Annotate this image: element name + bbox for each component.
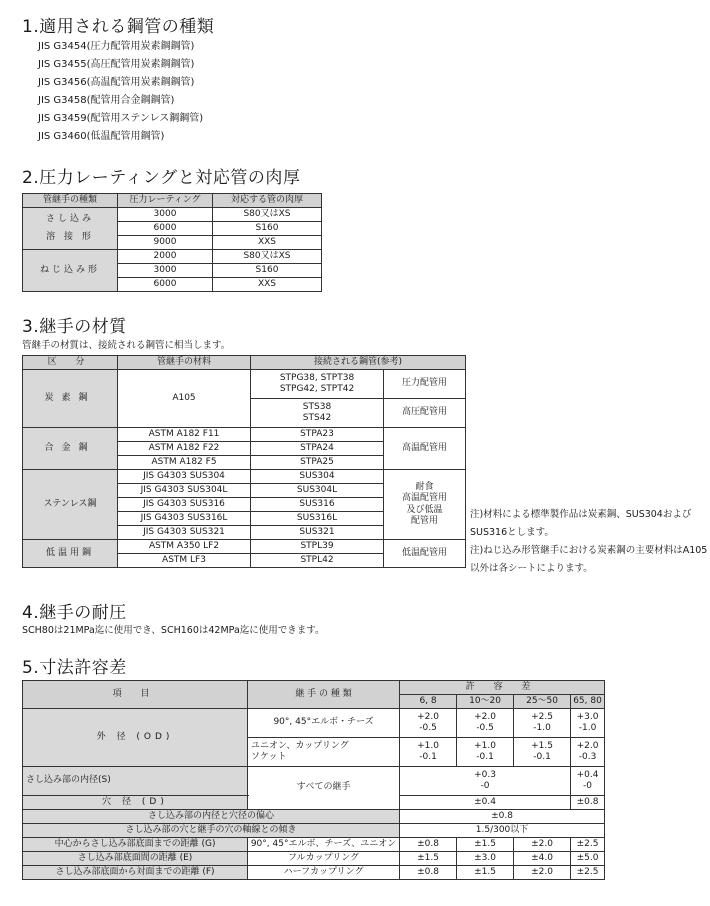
col-header: 管継手の種類 — [23, 194, 118, 208]
table-cell: SUS304L — [251, 484, 384, 498]
table-cell: フルカップリング — [248, 852, 400, 866]
section-3-title: 3.継手の材質 — [22, 317, 127, 337]
table-cell: ±2.5 — [571, 866, 605, 880]
table-cell: JIS G4303 SUS316L — [118, 512, 251, 526]
table-cell: 耐食 高温配管用 及び低温 配管用 — [384, 470, 466, 540]
table-cell: +2.5 -1.0 — [514, 709, 571, 738]
table-cell: ±5.0 — [571, 852, 605, 866]
row-label: 外 径 (OD) — [23, 709, 248, 767]
table-cell: ASTM A350 LF2 — [118, 540, 251, 554]
col-header: 項 目 — [23, 681, 248, 709]
table-cell: ハーフカップリング — [248, 866, 400, 880]
table-cell: STPL39 — [251, 540, 384, 554]
table-cell: 90°, 45°エルボ・チーズ — [248, 709, 400, 738]
pressure-text: SCH80は21MPa迄に使用でき、SCH160は42MPa迄に使用できます。 — [22, 625, 325, 636]
col-header: 許 容 差 — [400, 681, 605, 695]
table-cell: 高圧配管用 — [384, 399, 466, 428]
fitting-type-cell: さし込み 溶 接 形 — [23, 208, 118, 250]
table-cell: 90°, 45°エルボ、チーズ、ユニオン — [248, 838, 400, 852]
category-cell: 低温用鋼 — [23, 540, 118, 568]
table-cell: ±3.0 — [457, 852, 514, 866]
table-cell: +2.0 -0.5 — [400, 709, 457, 738]
table-cell: XXS — [213, 278, 322, 292]
material-notes — [470, 506, 708, 578]
table-cell: +0.3 -0 — [400, 767, 571, 796]
table-cell: XXS — [213, 236, 322, 250]
section-1-title: 1.適用される鋼管の種類 — [22, 17, 215, 37]
table-cell: ±0.8 — [400, 810, 605, 824]
list-item: JIS G3454(圧力配管用炭素鋼鋼管) — [38, 41, 195, 52]
note-text: 注)材料による標準製作品は炭素鋼、SUS304およびSUS316とします。 — [470, 509, 692, 538]
table-cell: ASTM A182 F5 — [118, 456, 251, 470]
list-item: JIS G3458(配管用合金鋼鋼管) — [38, 95, 175, 106]
table-cell: 3000 — [118, 264, 213, 278]
table-cell: ±0.8 — [571, 796, 605, 810]
table-cell: ±1.5 — [400, 852, 457, 866]
table-cell: 3000 — [118, 208, 213, 222]
table-cell: ±1.5 — [457, 866, 514, 880]
table-cell: ASTM A182 F22 — [118, 442, 251, 456]
table-cell: 2000 — [118, 250, 213, 264]
col-header: 継 手 の 種 類 — [248, 681, 400, 709]
col-header: 接続される鋼管(参考) — [251, 356, 466, 370]
col-header: 区 分 — [23, 356, 118, 370]
row-label: さし込み部底面から対面までの距離 (F) — [23, 866, 248, 880]
section-2-title: 2.圧力レーティングと対応管の肉厚 — [22, 168, 301, 188]
table-cell: STPA25 — [251, 456, 384, 470]
table-cell: +2.0 -0.5 — [457, 709, 514, 738]
table-cell: ±0.4 — [400, 796, 571, 810]
table-cell: STPL42 — [251, 554, 384, 568]
row-label: さし込み部の内径と穴径の偏心 — [23, 810, 400, 824]
table-cell: すべての継手 — [248, 767, 400, 810]
table-cell: ±2.0 — [514, 866, 571, 880]
table-cell: 低温配管用 — [384, 540, 466, 568]
pipe-standard-list — [38, 38, 203, 146]
fitting-type-cell: ねじ込み形 — [23, 250, 118, 292]
table-cell: +1.5 -0.1 — [514, 738, 571, 767]
table-cell: S80又はXS — [213, 250, 322, 264]
table-cell: +3.0 -1.0 — [571, 709, 605, 738]
category-cell: 合金鋼 — [23, 428, 118, 470]
list-item: JIS G3455(高圧配管用炭素鋼鋼管) — [38, 59, 195, 70]
table-cell: 6000 — [118, 278, 213, 292]
table-cell: 9000 — [118, 236, 213, 250]
row-label: 中心からさし込み部底面までの距離 (G) — [23, 838, 248, 852]
material-table — [22, 355, 466, 568]
material-intro: 管継手の材質は、接続される鋼管に相当します。 — [22, 340, 231, 351]
table-cell: STPA23 — [251, 428, 384, 442]
pressure-rating-table — [22, 193, 322, 292]
table-cell: JIS G4303 SUS304L — [118, 484, 251, 498]
table-cell: ASTM A182 F11 — [118, 428, 251, 442]
col-header: 10〜20 — [457, 695, 514, 709]
list-item: JIS G3460(低温配管用鋼管) — [38, 131, 165, 142]
table-cell: ±0.8 — [400, 866, 457, 880]
section-5-title: 5.寸法許容差 — [22, 658, 127, 678]
col-header: 6, 8 — [400, 695, 457, 709]
table-cell: ±2.5 — [571, 838, 605, 852]
col-header: 65, 80 — [571, 695, 605, 709]
table-cell: ±4.0 — [514, 852, 571, 866]
row-label: さし込み部の穴と継手の穴の軸線との傾き — [23, 824, 400, 838]
table-cell: ±0.8 — [400, 838, 457, 852]
section-4-title: 4.継手の耐圧 — [22, 603, 127, 623]
table-cell: +1.0 -0.1 — [400, 738, 457, 767]
table-cell: SUS316 — [251, 498, 384, 512]
tolerance-table — [22, 680, 605, 880]
col-header: 対応する管の肉厚 — [213, 194, 322, 208]
table-cell: S80又はXS — [213, 208, 322, 222]
table-cell: STS38 STS42 — [251, 399, 384, 428]
table-cell: JIS G4303 SUS321 — [118, 526, 251, 540]
table-cell: 圧力配管用 — [384, 370, 466, 399]
table-cell: STPA24 — [251, 442, 384, 456]
table-cell: SUS321 — [251, 526, 384, 540]
table-cell: JIS G4303 SUS316 — [118, 498, 251, 512]
table-cell: S160 — [213, 222, 322, 236]
table-cell: ASTM LF3 — [118, 554, 251, 568]
table-cell: 6000 — [118, 222, 213, 236]
table-cell: S160 — [213, 264, 322, 278]
table-cell: 1.5/300以下 — [400, 824, 605, 838]
row-label: さし込み部底面間の距離 (E) — [23, 852, 248, 866]
table-cell: A105 — [118, 370, 251, 428]
category-cell: 炭素鋼 — [23, 370, 118, 428]
table-cell: ±1.5 — [457, 838, 514, 852]
table-cell: +1.0 -0.1 — [457, 738, 514, 767]
list-item: JIS G3459(配管用ステンレス鋼鋼管) — [38, 113, 204, 124]
table-cell: JIS G4303 SUS304 — [118, 470, 251, 484]
col-header: 圧力レーティング — [118, 194, 213, 208]
category-cell: ステンレス鋼 — [23, 470, 118, 540]
table-cell: SUS316L — [251, 512, 384, 526]
table-cell: STPG38, STPT38 STPG42, STPT42 — [251, 370, 384, 399]
row-label: さし込み部の内径(S) — [23, 767, 248, 796]
table-cell: 高温配管用 — [384, 428, 466, 470]
table-cell: SUS304 — [251, 470, 384, 484]
table-cell: ±2.0 — [514, 838, 571, 852]
note-text: 注)ねじ込み形管継手における炭素鋼の主要材料はA105以外は各シートによります。 — [470, 545, 708, 574]
list-item: JIS G3456(高温配管用炭素鋼鋼管) — [38, 77, 195, 88]
table-cell: +2.0 -0.3 — [571, 738, 605, 767]
row-label: 穴 径 (D) — [23, 796, 248, 810]
table-cell: ユニオン、カップリング ソケット — [248, 738, 400, 767]
table-cell: +0.4 -0 — [571, 767, 605, 796]
col-header: 管継手の材料 — [118, 356, 251, 370]
col-header: 25〜50 — [514, 695, 571, 709]
